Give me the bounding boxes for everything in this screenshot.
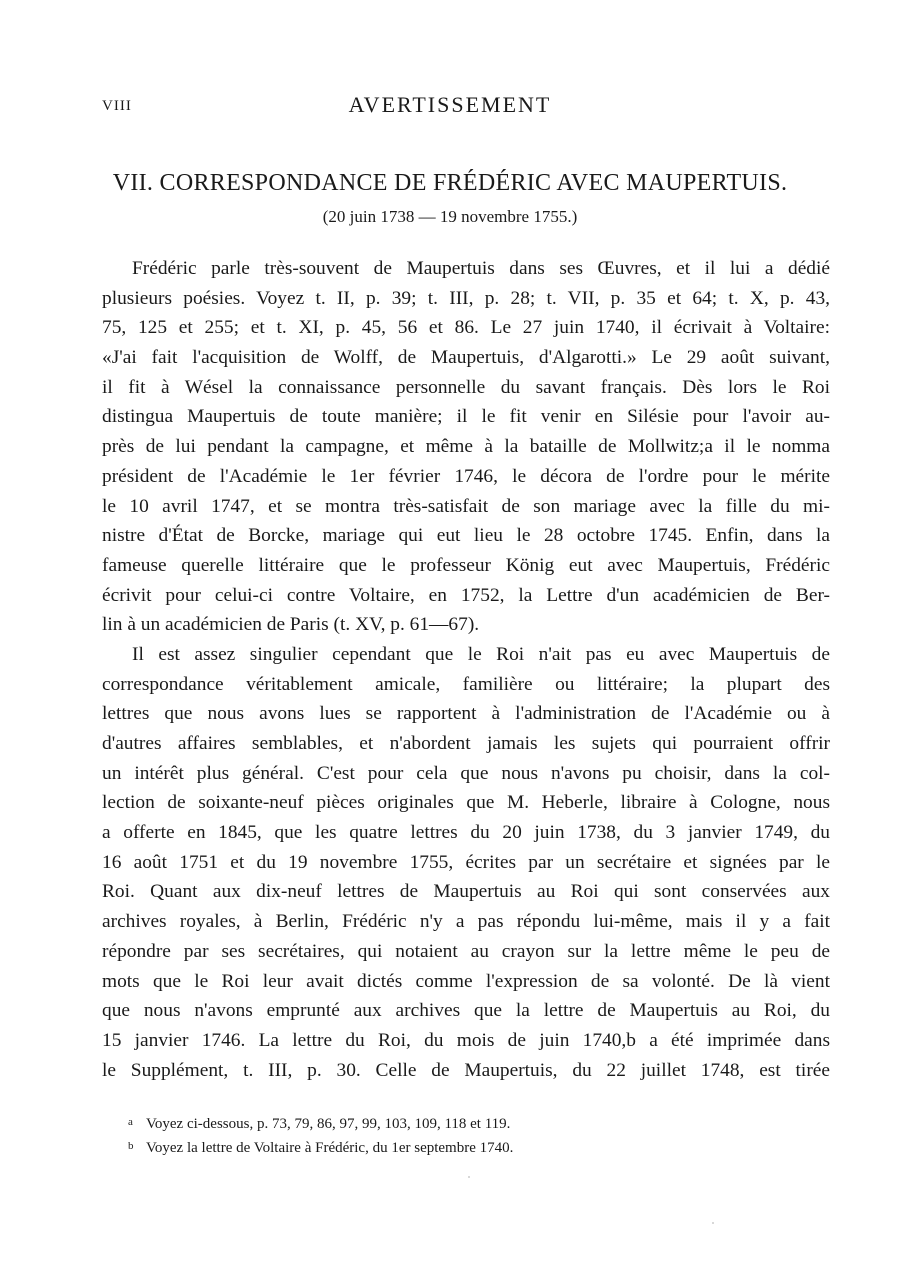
text-line: il fit à Wésel la connaissance personnelle du savant français. Dès lors le Roi [102,376,830,398]
running-head [102,92,798,122]
text-line: répondre par ses secrétaires, qui notaient au crayon sur la lettre même le peu de [102,940,830,962]
text-line: mots que le Roi leur avait dictés comme l'expression de sa volonté. De là vient [102,970,830,992]
text-line: lection de soixante-neuf pièces originales que M. Heberle, libraire à Cologne, nous [102,792,830,814]
footnote-mark: b [128,1140,134,1152]
page-number: VIII [102,98,132,114]
body-text [102,254,830,1085]
text-line: 15 janvier 1746. La lettre du Roi, du mois de juin 1740,b a été imprimée dans [102,1029,830,1051]
text-line: près de lui pendant la campagne, et même à la bataille de Mollwitz;a il le nomma [102,436,830,458]
text-line: d'autres affaires semblables, et n'abordent jamais les sujets qui pourraient offrir [102,733,830,754]
text-line: 75, 125 et 255; et t. XI, p. 45, 56 et 86. Le 27 juin 1740, il écrivait à Voltaire: [102,317,830,339]
footnote [128,1134,688,1158]
text-line: 16 août 1751 et du 19 novembre 1755, écrites par un secrétaire et signées par le [102,851,830,873]
footnotes [128,1110,688,1158]
footnote [128,1110,688,1134]
text-line: le 10 avril 1747, et se montra très-satisfait de son mariage avec la fille du mi- [102,495,830,517]
text-line: fameuse querelle littéraire que le professeur König eut avec Maupertuis, Frédéric [102,554,830,576]
text-line: archives royales, à Berlin, Frédéric n'y a pas répondu lui-même, mais il y a fait [102,911,830,933]
section-dates: (20 juin 1738 — 19 novembre 1755.) [322,207,578,226]
text-line: distingua Maupertuis de toute manière; il le fit venir en Silésie pour l'avoir au- [102,406,830,428]
text-line: le Supplément, t. III, p. 30. Celle de Maupertuis, du 22 juillet 1748, est tirée [102,1059,830,1081]
text-line: nistre d'État de Borcke, mariage qui eut lieu le 28 octobre 1745. Enfin, dans la [102,525,830,547]
text-line: Roi. Quant aux dix-neuf lettres de Maupertuis au Roi qui sont conservées aux [102,881,830,903]
text-line: écrivit pour celui-ci contre Voltaire, en 1752, la Lettre d'un académicien de Ber- [102,584,830,606]
running-title: AVERTISSEMENT [348,92,552,117]
text-line: correspondance véritablement amicale, familière ou littéraire; la plupart des [102,673,830,695]
text-line: Frédéric parle très-souvent de Maupertuis dans ses Œuvres, et il lui a dédié [132,258,830,279]
footnote-mark: a [128,1116,133,1128]
text-line: que nous n'avons emprunté aux archives que la lettre de Maupertuis au Roi, du [102,1000,830,1022]
text-line: Il est assez singulier cependant que le Roi n'ait pas eu avec Maupertuis de [132,643,830,665]
text-line: lettres que nous avons lues se rapportent à l'administration de l'Académie ou à [102,703,830,725]
text-line: a offerte en 1845, que les quatre lettres du 20 juin 1738, du 3 janvier 1749, du [102,822,830,844]
print-speck [712,1222,714,1224]
text-line: lin à un académicien de Paris (t. XV, p. 61—67). [102,614,480,636]
text-line: plusieurs poésies. Voyez t. II, p. 39; t. III, p. 28; t. VII, p. 35 et 64; t. X, p. 43, [102,287,830,309]
print-speck [468,1176,470,1178]
footnote-text: Voyez la lettre de Voltaire à Frédéric, du 1er septembre 1740. [146,1140,514,1156]
text-line: «J'ai fait l'acquisition de Wolff, de Maupertuis, d'Algarotti.» Le 29 août suivant, [102,347,830,369]
section-heading: VII. CORRESPONDANCE DE FRÉDÉRIC AVEC MAUPERTUIS. [112,170,788,196]
text-line: président de l'Académie le 1er février 1746, le décora de l'ordre pour le mérite [102,465,830,487]
footnote-text: Voyez ci-dessous, p. 73, 79, 86, 97, 99, 103, 109, 118 et 119. [146,1116,511,1132]
text-line: un intérêt plus général. C'est pour cela que nous n'avons pu choisir, dans la col- [102,762,830,784]
